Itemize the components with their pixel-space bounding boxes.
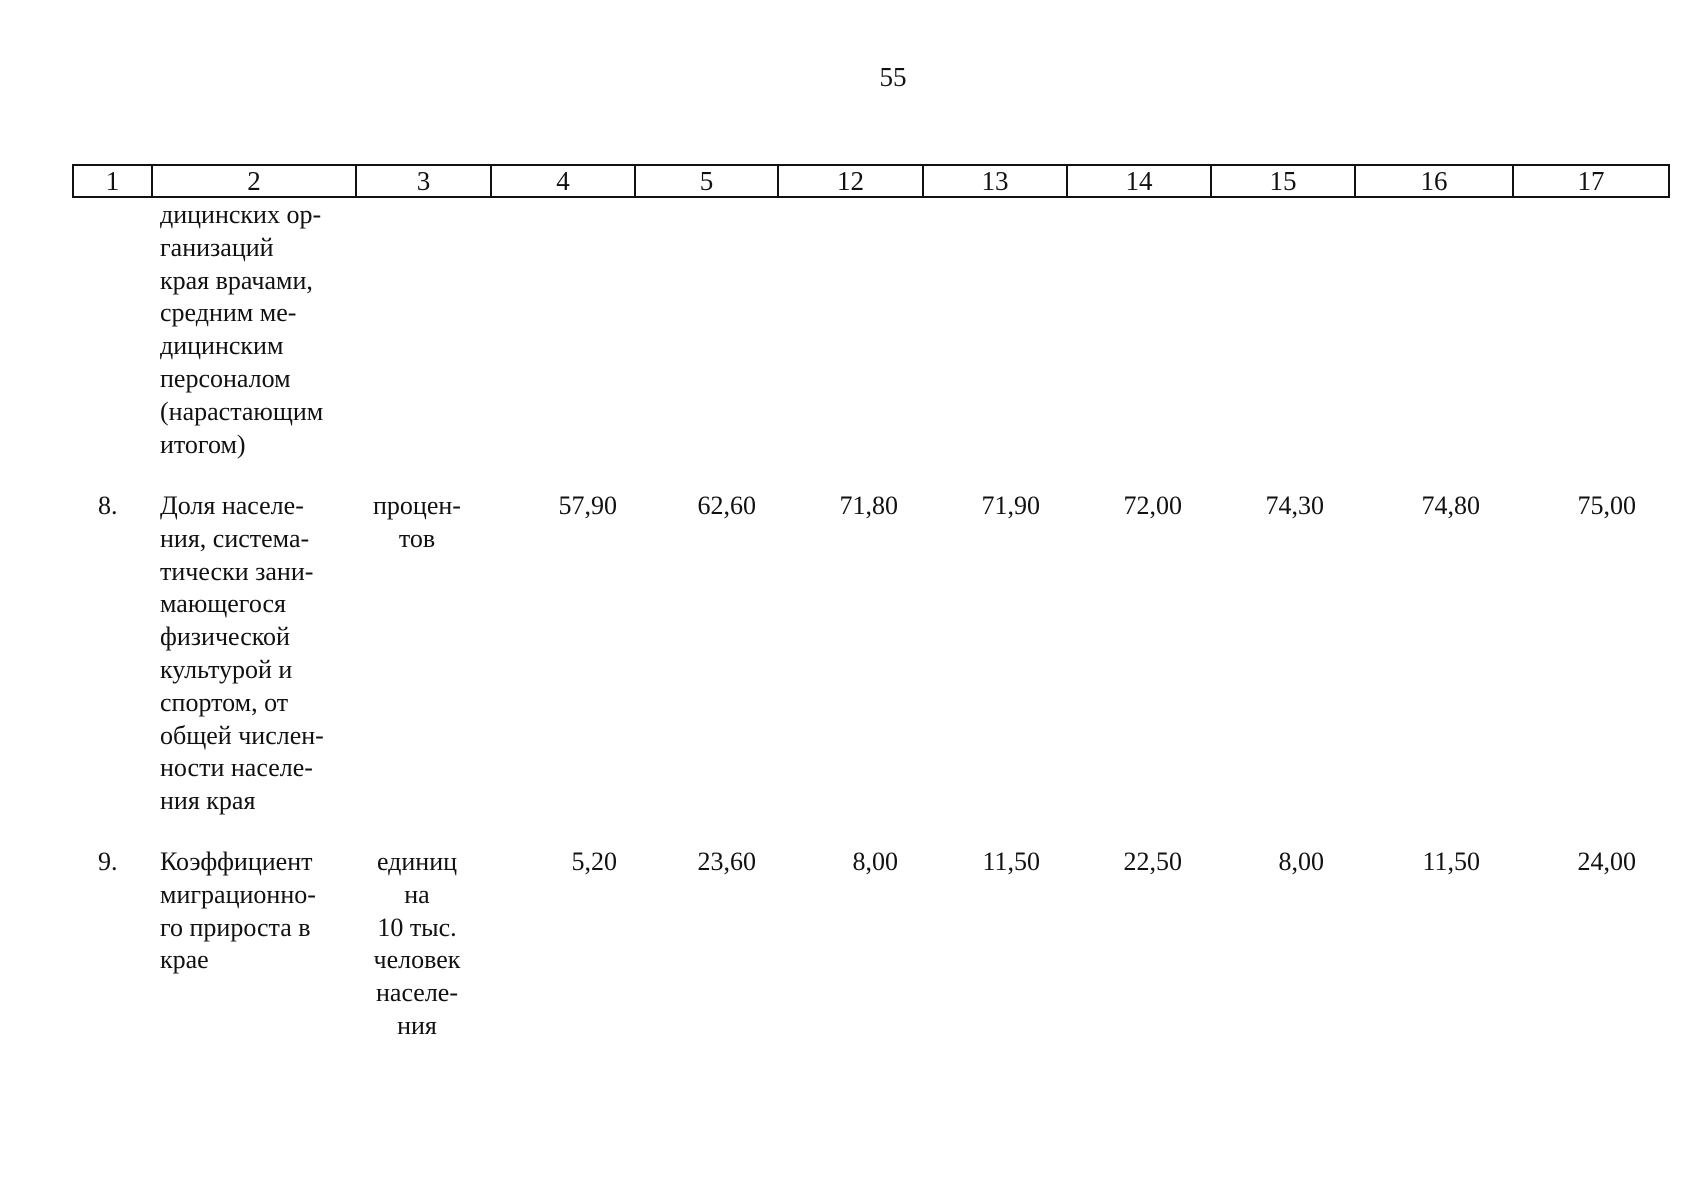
row-8-value-col-16: 74,80 (1421, 491, 1480, 520)
column-header-12: 12 (778, 165, 923, 197)
column-header-3: 3 (356, 165, 491, 197)
column-header-table (72, 164, 1670, 198)
column-header-2: 2 (152, 165, 356, 197)
row-9-value-col-12: 8,00 (852, 847, 898, 876)
row-9-unit: единиц на 10 тыс. человек населе- ния (373, 847, 461, 1040)
column-header-17: 17 (1513, 165, 1669, 197)
row-8-value-col-15: 74,30 (1265, 491, 1324, 520)
row-8-value-col-13: 71,90 (981, 491, 1040, 520)
column-header-14: 14 (1067, 165, 1211, 197)
column-header-16: 16 (1355, 165, 1513, 197)
row-9-number: 9. (98, 847, 118, 876)
column-header-4: 4 (491, 165, 635, 197)
column-header-row (73, 165, 1669, 197)
row-8-unit: процен- тов (373, 491, 461, 553)
row-8-number: 8. (98, 491, 118, 520)
row-9-indicator: Коэффициент миграционно- го прироста в крае (160, 847, 316, 975)
row-9-value-col-13: 11,50 (982, 847, 1040, 876)
row-8-value-col-12: 71,80 (839, 491, 898, 520)
column-header-13: 13 (923, 165, 1067, 197)
row-8-indicator: Доля населе- ния, система- тически зани- мающегося физической культурой и спортом, от общей числен- ности населе- ния края (160, 491, 324, 816)
column-header-5: 5 (635, 165, 778, 197)
row-8-value-col-4: 57,90 (558, 491, 617, 520)
row-9-value-col-5: 23,60 (697, 847, 756, 876)
row-8-value-col-5: 62,60 (697, 491, 756, 520)
page-number: 55 (879, 62, 907, 92)
column-header-1: 1 (73, 165, 152, 197)
row-9-value-col-14: 22,50 (1123, 847, 1182, 876)
row-9-value-col-17: 24,00 (1577, 847, 1636, 876)
row-8-value-col-14: 72,00 (1123, 491, 1182, 520)
continued-indicator-text: дицинских ор- ганизаций края врачами, средним ме- дицинским персоналом (нарастающим итогом) (160, 200, 324, 459)
row-9-value-col-16: 11,50 (1422, 847, 1480, 876)
row-9-value-col-4: 5,20 (571, 847, 617, 876)
column-header-15: 15 (1211, 165, 1355, 197)
row-8-value-col-17: 75,00 (1577, 491, 1636, 520)
row-9-value-col-15: 8,00 (1278, 847, 1324, 876)
